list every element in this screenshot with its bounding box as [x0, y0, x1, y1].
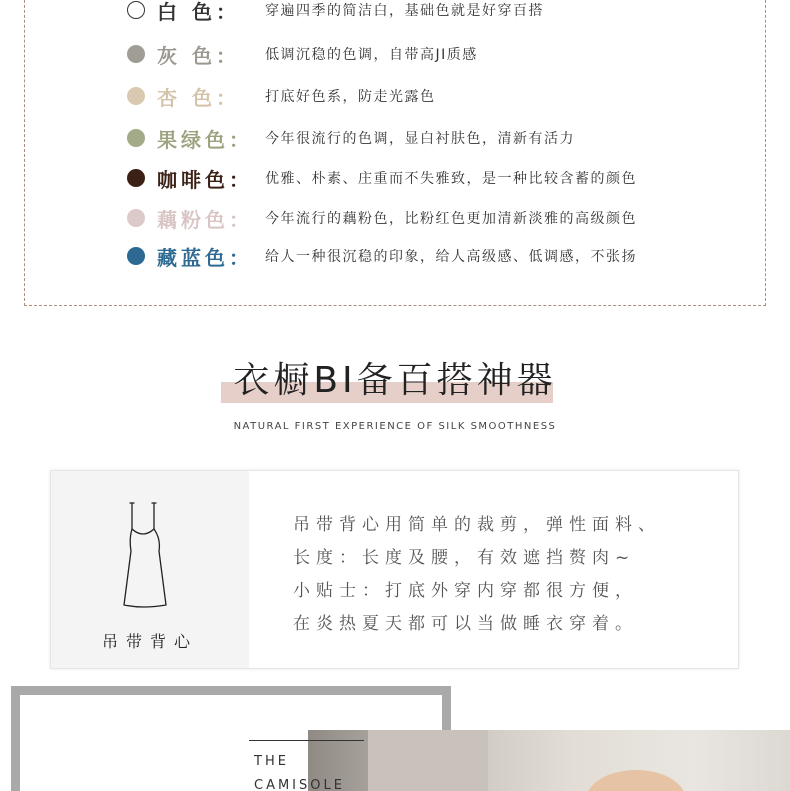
color-swatch	[127, 209, 145, 227]
color-row	[127, 204, 637, 232]
model-photo	[308, 730, 790, 791]
color-name: 果绿色：	[157, 127, 253, 152]
color-description: 今年很流行的色调，显白衬肤色，清新有活力	[265, 131, 575, 147]
color-description: 给人一种很沉稳的印象，给人高级感、低调感，不张扬	[265, 249, 637, 265]
color-row	[127, 0, 544, 24]
color-swatch	[127, 1, 145, 19]
color-description: 今年流行的藕粉色，比粉红色更加清新淡雅的高级颜色	[265, 211, 637, 227]
color-swatch	[127, 247, 145, 265]
color-swatch	[127, 87, 145, 105]
color-name: 灰 色：	[157, 43, 240, 68]
description-line: 长度：长度及腰，有效遮挡赘肉~	[293, 548, 636, 568]
photo-shade	[368, 730, 488, 791]
color-row	[127, 164, 637, 192]
description-line: 吊带背心用简单的裁剪，弹性面料、	[293, 515, 661, 535]
color-description: 打底好色系，防走光露色	[265, 89, 436, 105]
color-swatch	[127, 129, 145, 147]
camisole-card	[50, 470, 739, 669]
color-row	[127, 40, 478, 68]
section-title: 衣橱BI备百搭神器	[233, 360, 557, 401]
color-name: 咖啡色：	[157, 167, 253, 192]
color-name: 藏蓝色：	[157, 245, 253, 270]
color-description: 低调沉稳的色调，自带高JI质感	[265, 47, 478, 63]
photo-skin-area	[586, 770, 686, 791]
color-description: 优雅、朴素、庄重而不失雅致，是一种比较含蓄的颜色	[265, 171, 637, 187]
camisole-heading	[254, 750, 345, 791]
color-name: 杏 色：	[157, 85, 240, 110]
color-name: 藕粉色：	[157, 207, 253, 232]
color-description: 穿遍四季的简洁白，基础色就是好穿百搭	[265, 3, 544, 19]
heading-rule	[249, 740, 364, 741]
color-row	[127, 124, 575, 152]
camisole-icon	[118, 499, 182, 611]
section-subtitle: NATURAL FIRST EXPERIENCE OF SILK SMOOTHNESS	[233, 421, 557, 432]
color-row	[127, 242, 637, 270]
heading-line-2: CAMISOLE	[254, 778, 345, 791]
description-line: 在炎热夏天都可以当做睡衣穿着。	[293, 614, 638, 634]
description-line: 小贴士：打底外穿内穿都很方便，	[293, 581, 638, 601]
camisole-description	[293, 509, 661, 641]
camisole-label: 吊带背心	[101, 632, 198, 651]
color-name: 白 色：	[157, 0, 240, 24]
color-swatch	[127, 45, 145, 63]
color-list-panel	[24, 0, 766, 306]
heading-line-1: THE	[254, 754, 289, 769]
color-swatch	[127, 169, 145, 187]
color-row	[127, 82, 436, 110]
camisole-illustration-panel	[51, 471, 249, 668]
